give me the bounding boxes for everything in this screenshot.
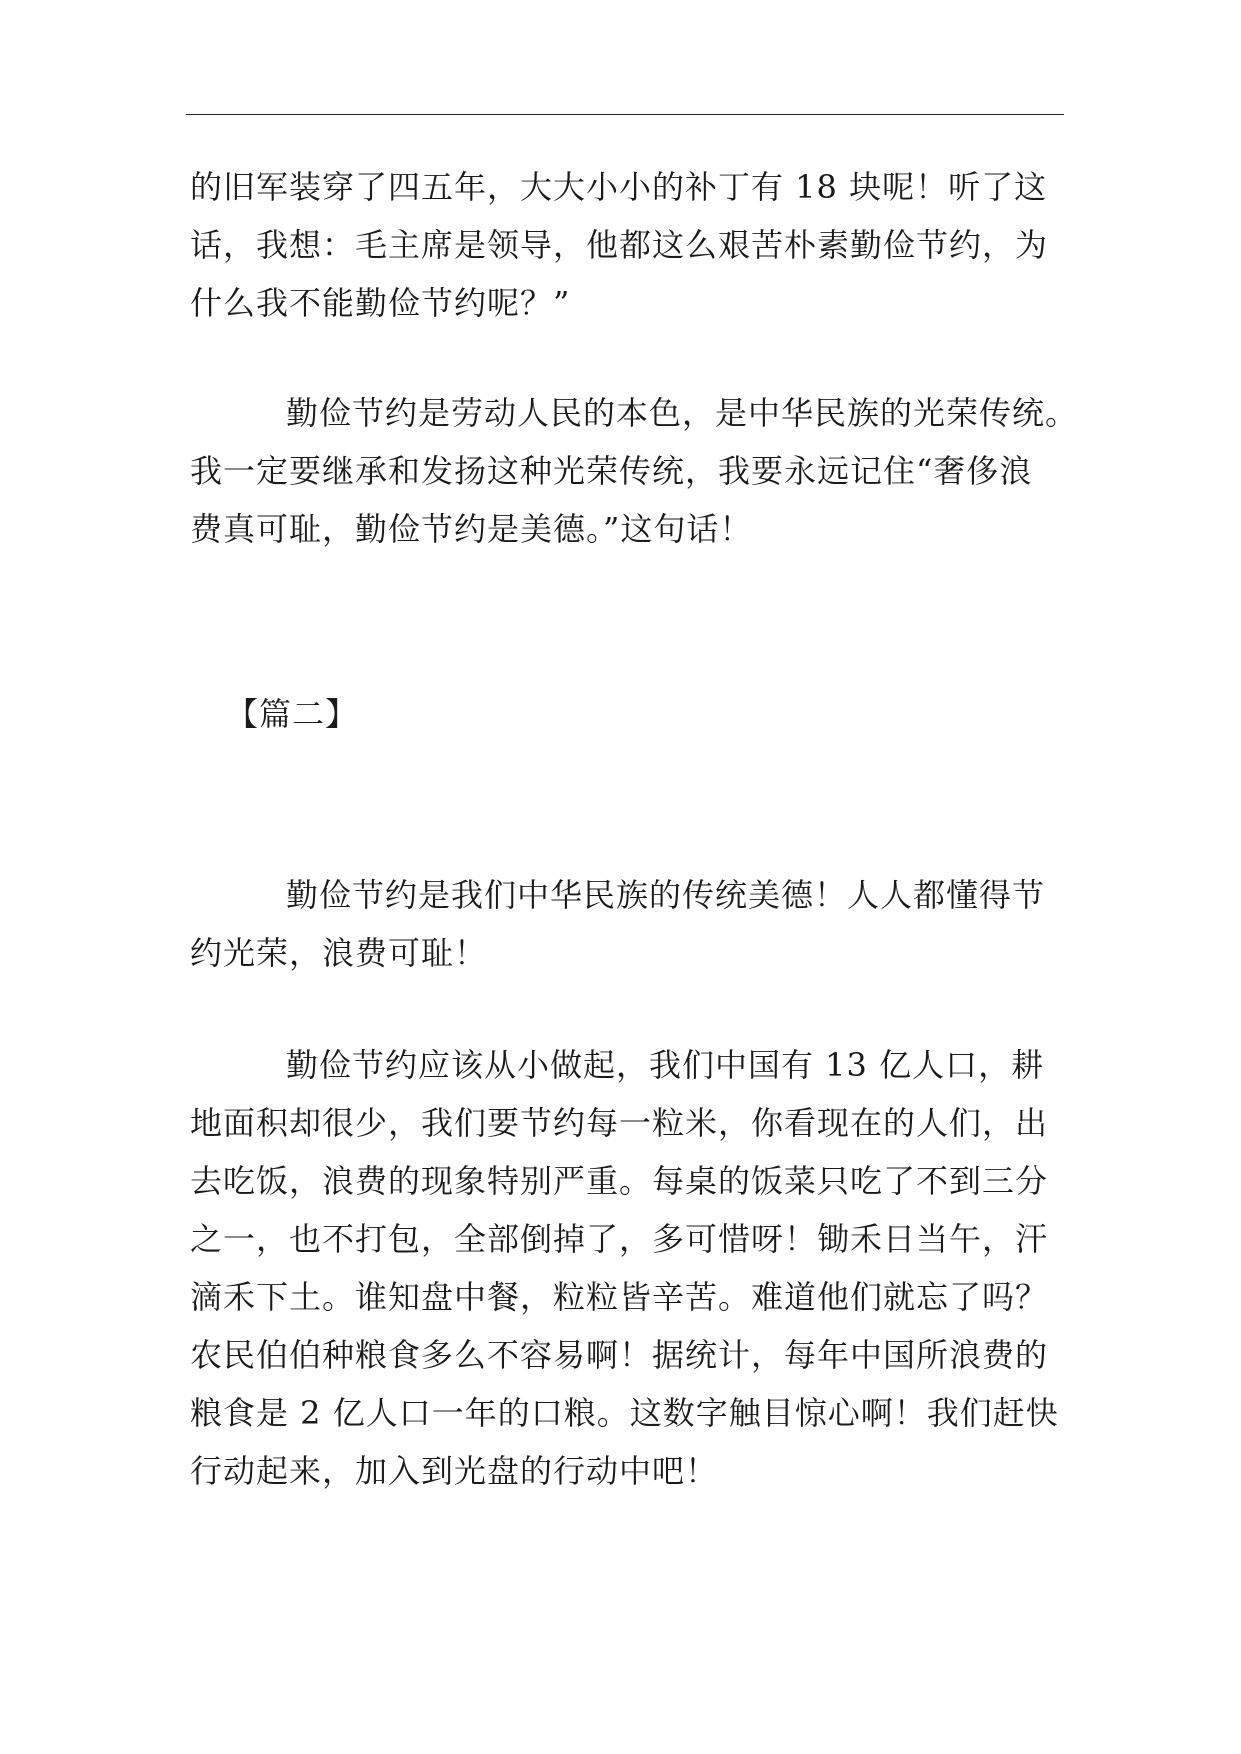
paragraph-line: 勤俭节约应该从小做起，我们中国有 13 亿人口，耕 (286, 1046, 1045, 1084)
paragraph-intro (190, 866, 1060, 982)
paragraph-line: 去吃饭，浪费的现象特别严重。每桌的饭菜只吃了不到三分 (190, 1162, 1049, 1200)
paragraph-line: 地面积却很少，我们要节约每一粒米，你看现在的人们，出 (190, 1104, 1049, 1142)
paragraph-frugality-tradition (190, 384, 1079, 558)
header-rule (186, 114, 1064, 115)
paragraph-line: 费真可耻，勤俭节约是美德。”这句话！ (190, 510, 753, 548)
paragraph-line: 什么我不能勤俭节约呢？” (190, 284, 571, 322)
paragraph-continuation (190, 158, 1060, 332)
paragraph-line: 的旧军装穿了四五年，大大小小的补丁有 18 块呢！听了这 (190, 168, 1048, 206)
paragraph-line: 我一定要继承和发扬这种光荣传统，我要永远记住“奢侈浪 (190, 452, 1033, 490)
paragraph-line: 勤俭节约是劳动人民的本色，是中华民族的光荣传统。 (286, 394, 1079, 432)
paragraph-line: 粮食是 2 亿人口一年的口粮。这数字触目惊心啊！我们赶快 (190, 1394, 1059, 1432)
paragraph-line: 农民伯伯种粮食多么不容易啊！据统计，每年中国所浪费的 (190, 1336, 1049, 1374)
paragraph-line: 勤俭节约是我们中华民族的传统美德！人人都懂得节 (286, 876, 1046, 914)
paragraph-line: 话，我想：毛主席是领导，他都这么艰苦朴素勤俭节约，为 (190, 226, 1049, 264)
paragraph-line: 滴禾下土。谁知盘中餐，粒粒皆辛苦。难道他们就忘了吗？ (190, 1278, 1049, 1316)
paragraph-line: 约光荣，浪费可耻！ (190, 934, 488, 972)
section-heading: 【篇二】 (226, 695, 359, 733)
paragraph-line: 行动起来，加入到光盘的行动中吧！ (190, 1452, 719, 1490)
paragraph-body (190, 1036, 1060, 1500)
paragraph-line: 之一，也不打包，全部倒掉了，多可惜呀！锄禾日当午，汗 (190, 1220, 1049, 1258)
